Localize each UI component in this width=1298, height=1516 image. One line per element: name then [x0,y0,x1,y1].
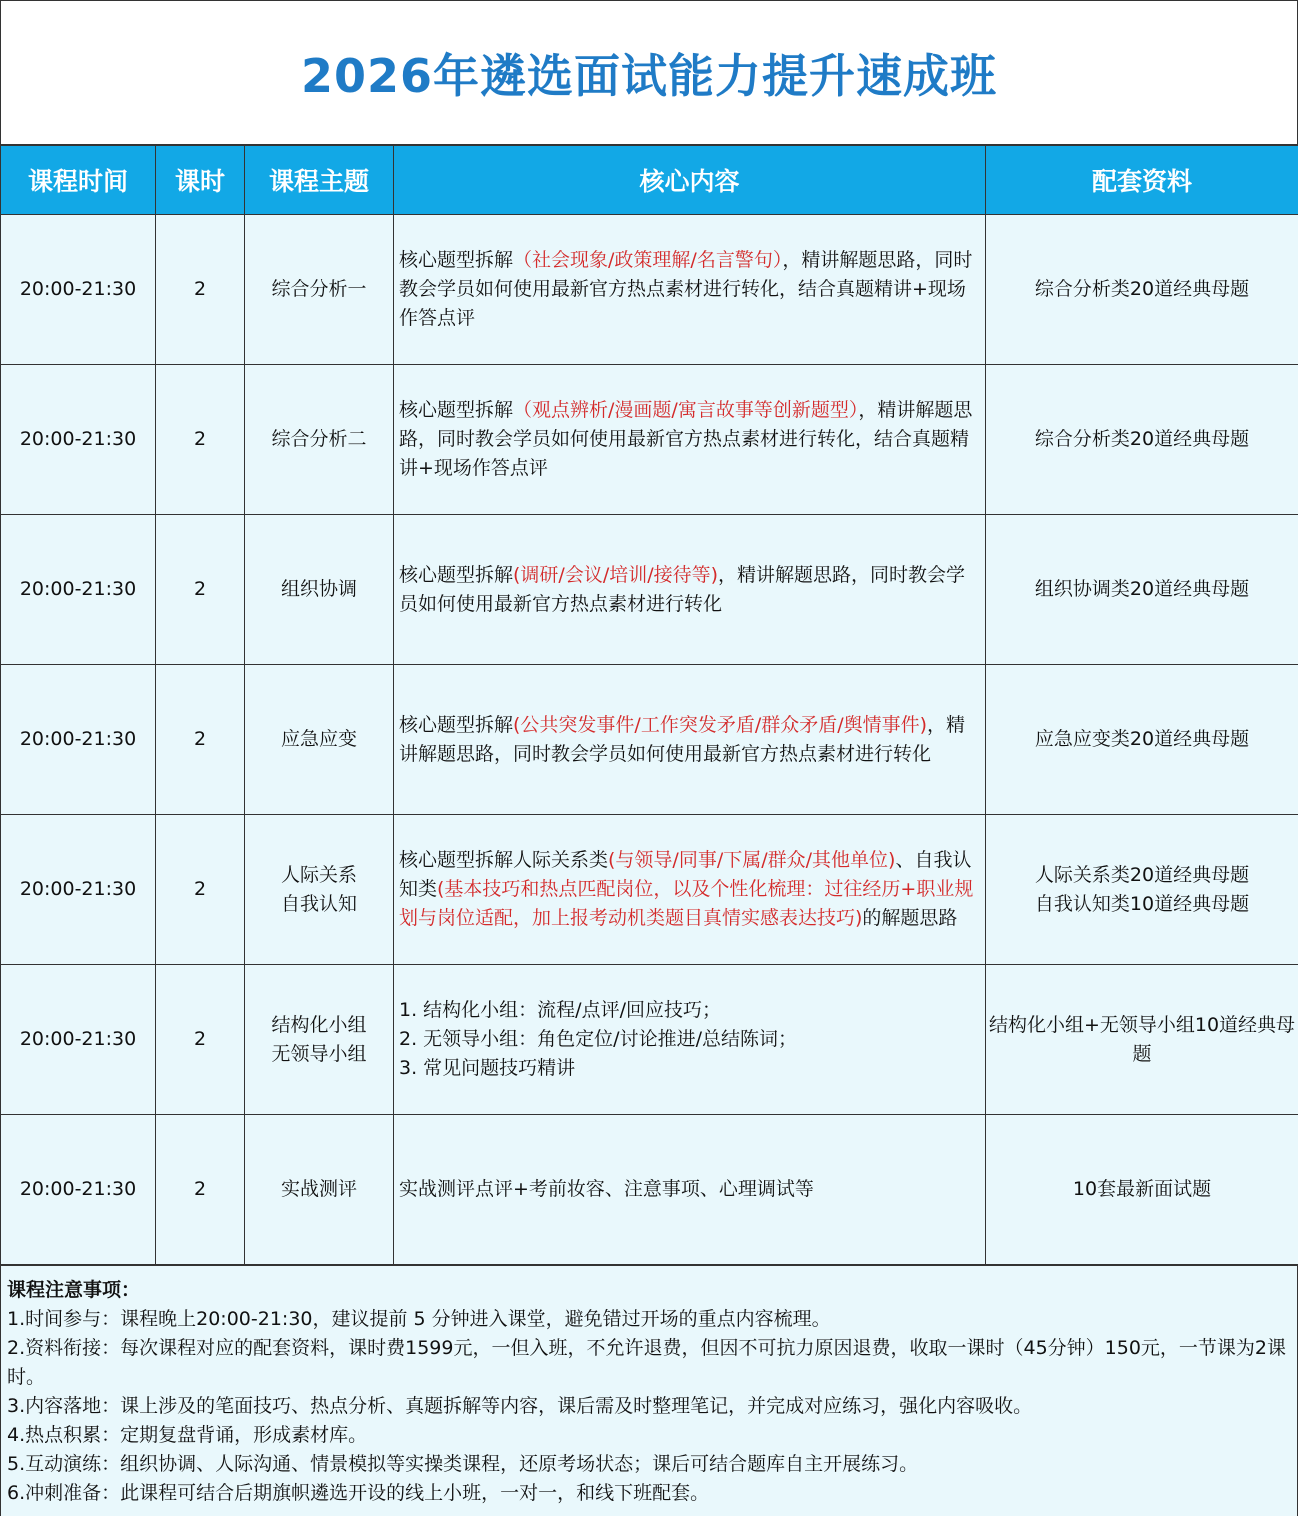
cell-materials [986,215,1298,365]
cell-materials [986,365,1298,515]
topic-line: 人际关系 [280,863,357,886]
note-item: 6.冲刺准备：此课程可结合后期旗帜遴选开设的线上小班，一对一，和线下班配套。 [7,1482,710,1504]
content-text: 核心题型拆解 [399,713,514,736]
cell-time: 20:00-21:30 [1,815,156,965]
table-row [1,215,1298,365]
note-item: 3.内容落地：课上涉及的笔面技巧、热点分析、真题拆解等内容，课后需及时整理笔记，并完成对应练习，强化内容吸收。 [7,1395,1033,1417]
notes-title: 课程注意事项： [7,1279,141,1301]
materials-line: 综合分析类20道经典母题 [1034,428,1250,450]
table-row [1,365,1298,515]
header-materials: 配套资料 [986,146,1298,215]
topic-line: 无领导小组 [271,1042,367,1065]
content-text: 核心题型拆解 [399,249,514,271]
content-text: 、自我认知类 [399,849,972,900]
header-content: 核心内容 [394,146,986,215]
cell-topic [245,815,394,965]
cell-materials [986,515,1298,665]
cell-topic [245,215,394,365]
content-highlight: （观点辨析/漫画题/寓言故事等创新题型） [513,399,859,421]
cell-time: 20:00-21:30 [1,1115,156,1265]
materials-line: 10套最新面试题 [1072,1178,1212,1200]
table-row [1,1115,1298,1265]
cell-hours: 2 [156,365,245,515]
table-row [1,515,1298,665]
cell-time: 20:00-21:30 [1,515,156,665]
content-text: 核心题型拆解人际关系类 [399,849,609,871]
header-hours: 课时 [156,146,245,215]
cell-hours: 2 [156,1115,245,1265]
cell-materials [986,665,1298,815]
content-line: 1. 结构化小组：流程/点评/回应技巧； [399,999,721,1021]
cell-hours: 2 [156,965,245,1115]
cell-materials [986,965,1298,1115]
content-highlight: (与领导/同事/下属/群众/其他单位) [608,849,896,871]
cell-content [394,665,986,815]
cell-time: 20:00-21:30 [1,365,156,515]
content-highlight: (调研/会议/培训/接待等) [513,563,719,586]
note-item: 4.热点积累：定期复盘背诵，形成素材库。 [7,1424,368,1446]
cell-topic [245,965,394,1115]
note-item: 2.资料衔接：每次课程对应的配套资料，课时费1599元，一但入班，不允许退费，但因不可抗力原因退费，收取一课时（45分钟）150元，一节课为2课时。 [7,1337,1287,1388]
cell-content [394,215,986,365]
table-header-row [1,146,1298,215]
table-row [1,665,1298,815]
notes-list [7,1305,1291,1508]
note-item: 5.互动演练：组织协调、人际沟通、情景模拟等实操类课程，还原考场状态；课后可结合题库自主开展练习。 [7,1453,919,1475]
content-text: 的解题思路 [862,907,958,929]
materials-line: 综合分析类20道经典母题 [1034,278,1250,300]
cell-materials [986,815,1298,965]
cell-topic [245,665,394,815]
content-line: 3. 常见问题技巧精讲 [399,1057,576,1079]
content-text: 核心题型拆解 [399,563,514,586]
materials-line: 人际关系类20道经典母题 [1034,863,1250,886]
materials-line: 应急应变类20道经典母题 [1034,728,1250,750]
materials-line: 自我认知类10道经典母题 [1034,892,1250,915]
content-highlight: (公共突发事件/工作突发矛盾/群众矛盾/舆情事件) [513,713,928,736]
cell-content [394,515,986,665]
cell-content [394,815,986,965]
content-text: ，精讲解题思路，同时教会学员如何使用最新官方热点素材进行转化 [399,713,966,765]
cell-time: 20:00-21:30 [1,965,156,1115]
topic-line: 综合分析二 [271,428,367,450]
topic-line: 应急应变 [280,728,357,750]
note-item: 1.时间参与：课程晚上20:00-21:30，建议提前 5 分钟进入课堂，避免错过开场的重点内容梳理。 [7,1308,831,1330]
title-bar [1,1,1297,145]
cell-time: 20:00-21:30 [1,215,156,365]
topic-line: 综合分析一 [271,278,367,300]
cell-hours: 2 [156,215,245,365]
content-highlight: （社会现象/政策理解/名言警句） [513,249,783,271]
content-text: 实战测评点评+考前妆容、注意事项、心理调试等 [399,1178,814,1200]
notes-section [1,1265,1297,1516]
materials-line: 组织协调类20道经典母题 [1034,578,1250,600]
table-row [1,965,1298,1115]
schedule-table [0,145,1298,1265]
content-highlight: (基本技巧和热点匹配岗位，以及个性化梳理：过往经历+职业规划与岗位适配，加上报考动机类题目真情实感表达技巧) [399,878,974,929]
cell-hours: 2 [156,515,245,665]
content-text: ，精讲解题思路，同时教会学员如何使用最新官方热点素材进行转化 [399,563,966,615]
table-row [1,815,1298,965]
cell-time: 20:00-21:30 [1,665,156,815]
cell-content [394,965,986,1115]
cell-hours: 2 [156,815,245,965]
content-text: ，精讲解题思路，同时教会学员如何使用最新官方热点素材进行转化，结合真题精讲+现场作答点评 [399,399,973,479]
header-time: 课程时间 [1,146,156,215]
topic-line: 自我认知 [280,892,357,915]
materials-line: 结构化小组+无领导小组10道经典母题 [988,1013,1296,1065]
cell-hours: 2 [156,665,245,815]
header-topic: 课程主题 [245,146,394,215]
page-title: 2026年遴选面试能力提升速成班 [300,48,998,103]
table-body [1,215,1298,1265]
topic-line: 结构化小组 [271,1013,367,1036]
cell-content [394,365,986,515]
cell-topic [245,515,394,665]
content-line: 2. 无领导小组：角色定位/讨论推进/总结陈词； [399,1028,797,1050]
content-text: 核心题型拆解 [399,399,514,421]
cell-topic [245,1115,394,1265]
cell-topic [245,365,394,515]
content-text: ，精讲解题思路，同时教会学员如何使用最新官方热点素材进行转化，结合真题精讲+现场作答点评 [399,249,973,329]
cell-materials [986,1115,1298,1265]
cell-content [394,1115,986,1265]
topic-line: 组织协调 [280,578,357,600]
topic-line: 实战测评 [280,1178,357,1200]
